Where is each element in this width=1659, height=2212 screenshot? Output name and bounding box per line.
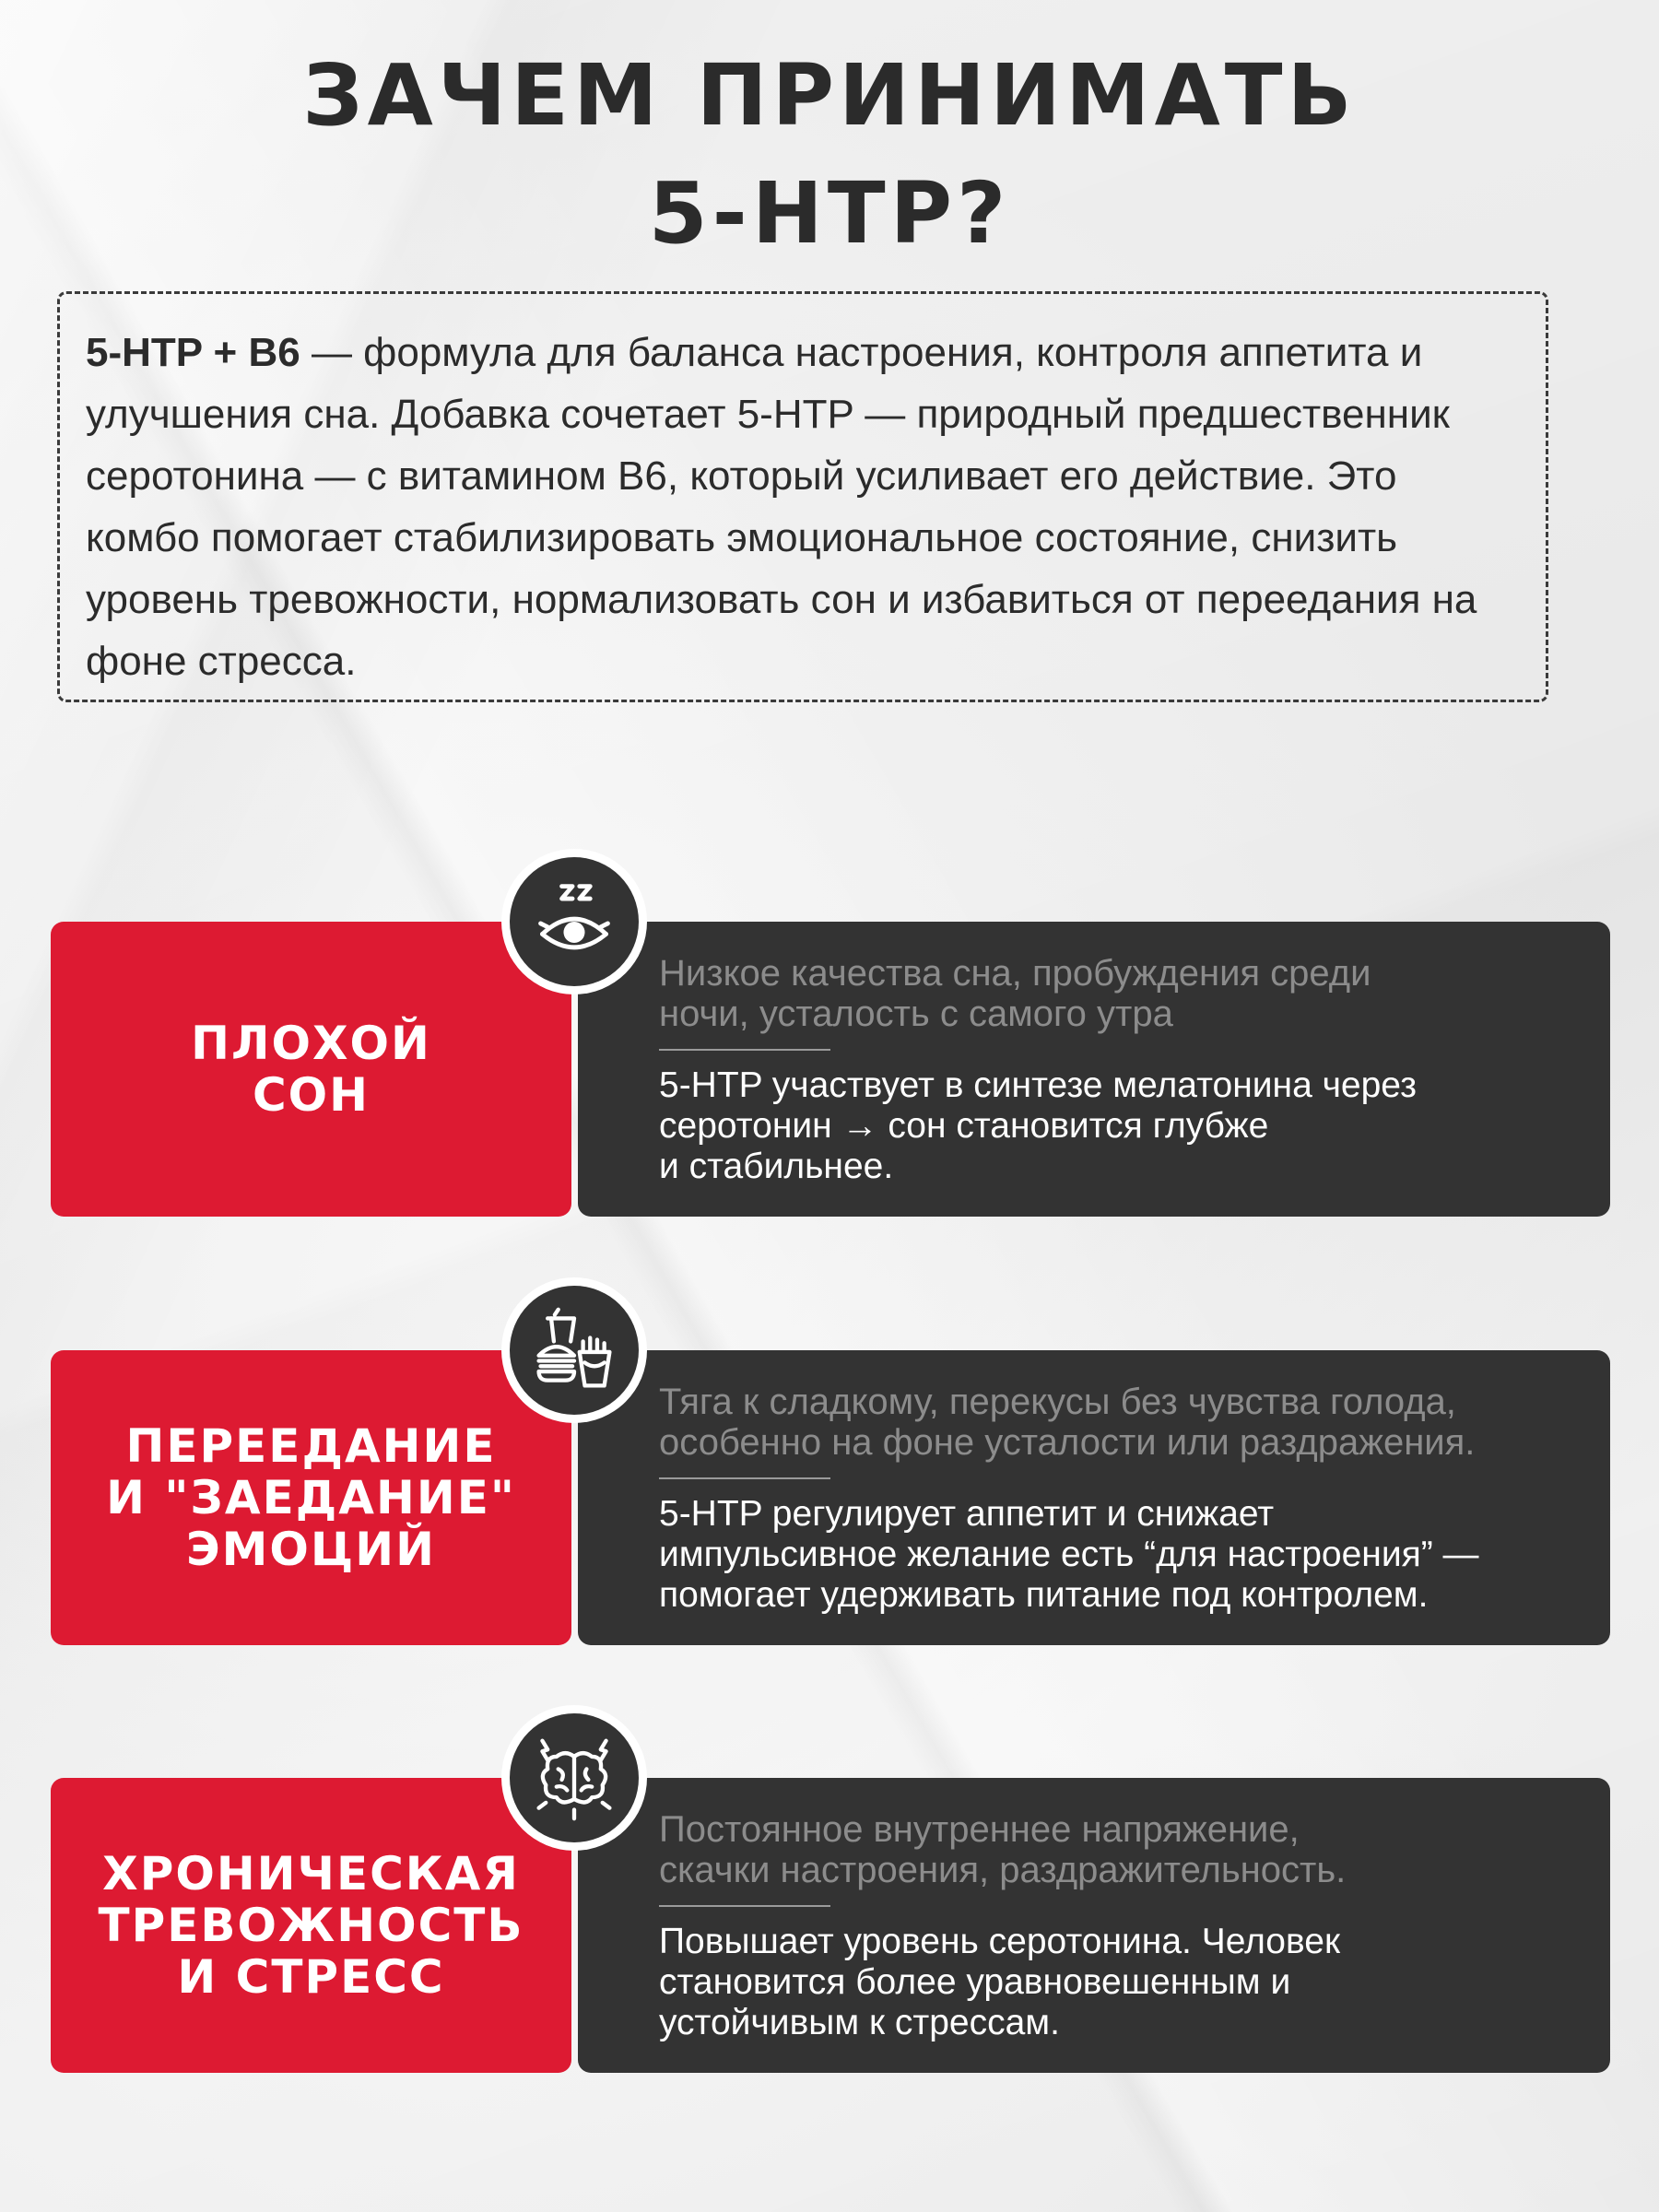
intro-box (57, 291, 1548, 702)
card-body (578, 922, 1610, 1217)
card-body (578, 1350, 1610, 1645)
stressed-brain-icon (530, 1734, 618, 1822)
problem-line: особенно на фоне усталости или раздражения. (659, 1422, 1476, 1463)
card-divider (659, 1049, 830, 1051)
solution-line: Повышает уровень серотонина. Человек (659, 1922, 1341, 1961)
card-heading-line: ХРОНИЧЕСКАЯ (102, 1847, 520, 1900)
card-badge (501, 1277, 647, 1423)
solution-line: устойчивым к стрессам. (659, 2003, 1060, 2042)
card-body (578, 1778, 1610, 2073)
card-problem (659, 953, 1573, 1034)
title-line-1: ЗАЧЕМ ПРИНИМАТЬ (302, 46, 1357, 145)
card-heading-line: ТРЕВОЖНОСТЬ (98, 1899, 524, 1952)
card-heading (51, 922, 571, 1217)
card-solution (659, 1494, 1573, 1616)
card-heading (51, 1778, 571, 2073)
sleep-eye-icon (530, 877, 618, 966)
card-heading-line: И СТРЕСС (177, 1950, 445, 2004)
solution-line: и стабильнее. (659, 1147, 894, 1186)
card-solution (659, 1922, 1573, 2043)
fast-food-icon (530, 1306, 618, 1394)
problem-line: Тяга к сладкому, перекусы без чувства голода, (659, 1382, 1456, 1422)
solution-line: становится более уравновешенным и (659, 1962, 1291, 2002)
problem-line: ночи, усталость с самого утра (659, 994, 1173, 1034)
solution-line: помогает удерживать питание под контролем. (659, 1575, 1429, 1615)
card-heading-line: И "ЗАЕДАНИЕ" (106, 1471, 516, 1524)
card-divider (659, 1477, 830, 1479)
problem-line: Низкое качества сна, пробуждения среди (659, 953, 1371, 994)
solution-line: импульсивное желание есть “для настроения” — (659, 1535, 1479, 1574)
card-heading-line: ПЕРЕЕДАНИЕ (125, 1419, 497, 1473)
card-heading-line: ПЛОХОЙ (191, 1017, 431, 1070)
intro-text: — формула для баланса настроения, контроля аппетита и улучшения сна. Добавка сочетает 5-HTP — природный предшественник серотонина — с витамином B6, который усиливает его действие. Это комбо помогает стабилизировать эмоциональное состояние, снизить уровень тревожности, нормализовать сон и избавиться от переедания на фоне стресса. (86, 330, 1477, 684)
problem-line: Постоянное внутреннее напряжение, (659, 1809, 1300, 1850)
page-title (0, 37, 1659, 273)
card-badge (501, 849, 647, 994)
solution-line: 5-HTP участвует в синтезе мелатонина через (659, 1065, 1418, 1105)
intro-bold: 5-HTP + B6 (86, 330, 300, 375)
card-heading-line: ЭМОЦИЙ (185, 1523, 437, 1576)
card-heading-line: СОН (252, 1068, 371, 1122)
problem-line: скачки настроения, раздражительность. (659, 1850, 1347, 1890)
card-divider (659, 1905, 830, 1907)
title-line-2: 5-HTP? (648, 164, 1011, 263)
solution-line: серотонин → сон становится глубже (659, 1106, 1269, 1146)
card-badge (501, 1705, 647, 1851)
card-problem (659, 1382, 1573, 1463)
card-problem (659, 1809, 1573, 1890)
card-heading (51, 1350, 571, 1645)
solution-line: 5-HTP регулирует аппетит и снижает (659, 1494, 1275, 1534)
card-solution (659, 1065, 1573, 1187)
